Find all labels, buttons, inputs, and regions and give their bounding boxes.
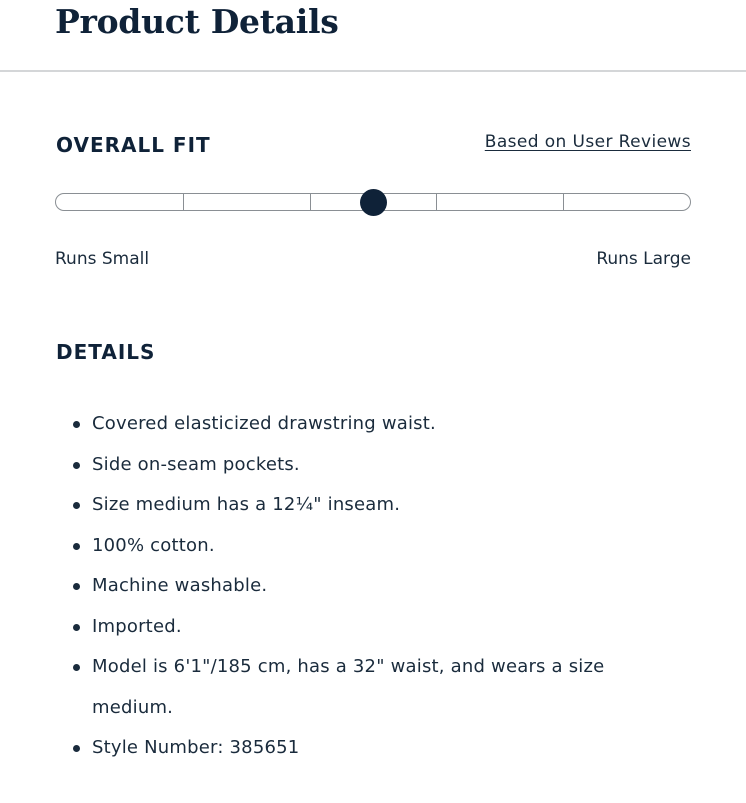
details-item-text: Model is 6'1"/185 cm, has a 32" waist, and wears a size medium. <box>92 656 605 718</box>
details-item-text: Size medium has a 12¼" inseam. <box>92 494 401 515</box>
fit-scale-tick <box>310 194 311 210</box>
fit-min-label: Runs Small <box>55 249 150 269</box>
overall-fit-heading: OVERALL FIT <box>56 133 211 157</box>
title-divider <box>0 70 746 72</box>
details-item-text: Covered elasticized drawstring waist. <box>92 413 436 434</box>
details-item-text: Style Number: 385651 <box>92 737 300 758</box>
details-list-item <box>0 728 746 769</box>
page-title: Product Details <box>55 2 339 41</box>
details-item-text: Machine washable. <box>92 575 268 596</box>
details-item-text: Imported. <box>92 615 182 637</box>
fit-scale-tick <box>183 194 184 210</box>
details-list-item <box>0 404 746 445</box>
details-list <box>0 404 746 769</box>
bullet-icon <box>73 745 80 752</box>
fit-max-label: Runs Large <box>596 249 691 269</box>
bullet-icon <box>73 664 80 671</box>
details-list-item <box>0 445 746 486</box>
details-list-item <box>0 607 746 648</box>
based-on-user-reviews-link[interactable]: Based on User Reviews <box>484 132 691 152</box>
bullet-icon <box>73 543 80 550</box>
fit-scale-tick <box>436 194 437 210</box>
details-heading: DETAILS <box>56 340 156 364</box>
details-item-text: 100% cotton. <box>92 534 215 556</box>
bullet-icon <box>73 583 80 590</box>
fit-indicator-marker <box>360 189 387 216</box>
bullet-icon <box>73 624 80 631</box>
details-list-item <box>0 647 746 728</box>
bullet-icon <box>73 421 80 428</box>
details-list-item <box>0 526 746 567</box>
details-item-text: Side on-seam pockets. <box>92 453 300 475</box>
bullet-icon <box>73 502 80 509</box>
details-list-item <box>0 485 746 526</box>
details-list-item <box>0 566 746 607</box>
fit-scale-tick <box>563 194 564 210</box>
bullet-icon <box>73 462 80 469</box>
